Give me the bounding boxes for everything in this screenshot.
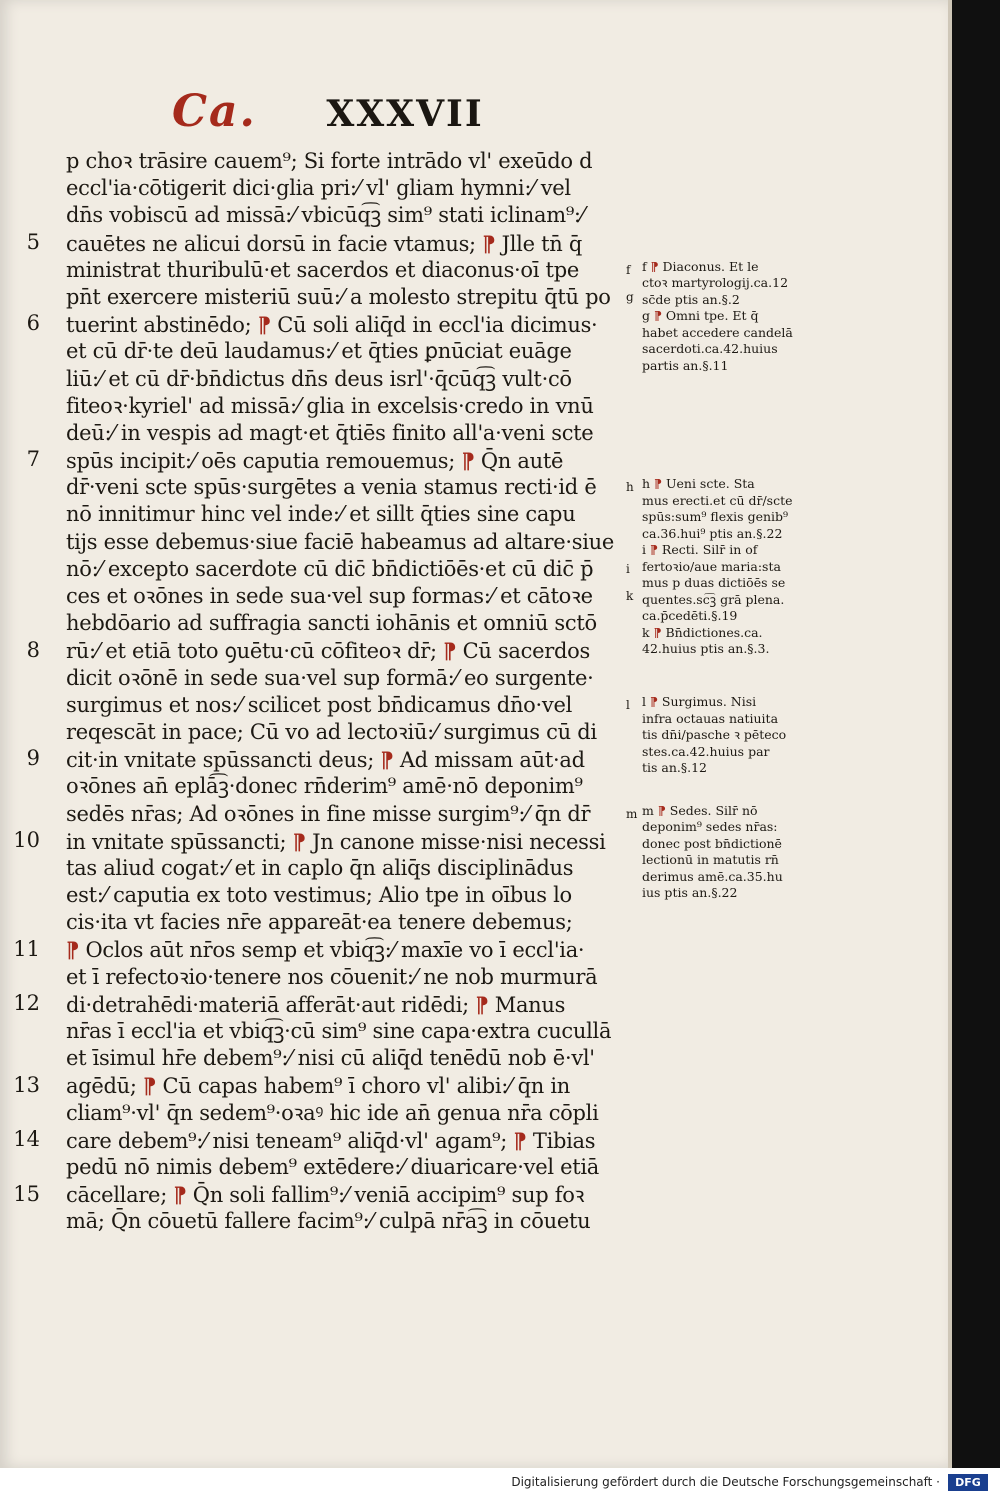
gloss-line: tis dn̄i/pasche ꝛ pēteco: [642, 727, 787, 742]
line-number: 14: [13, 1127, 40, 1152]
line-number: 5: [26, 229, 40, 254]
line-number: 11: [13, 936, 40, 961]
line-number: 15: [13, 1181, 40, 1206]
text-line: pedū nō nimis debem⁹ extēdere:⁄ diuaricare·vel etiā: [66, 1154, 600, 1179]
gloss-line: habet accedere candelā: [642, 324, 793, 340]
margin-letter: k: [626, 589, 634, 604]
text-line: hebdōario ad suffragia sancti iohānis et omniū sctō: [66, 611, 597, 636]
gloss-line: k ⁋ Bn̄dictiones.ca.: [642, 624, 763, 640]
gloss-line: quentes.sc͡ꝫ grā plena.: [642, 591, 785, 607]
text-line: rū:⁄ et etiā toto ꝯuētu·cū cōfiteoꝛ dr̄; ⁋ Cū sacerdos: [66, 638, 590, 664]
gloss-line: fertoꝛio/aue maria:sta: [642, 558, 781, 574]
gloss-line: mus p duas dictiōēs se: [642, 575, 786, 591]
gloss-line: tis an.§.12: [642, 760, 708, 775]
line-number: 10: [13, 828, 40, 852]
gloss-note: [642, 476, 812, 658]
gloss-line: ca.p̄cedēti.§.19: [642, 608, 738, 624]
gloss-note: [642, 259, 812, 375]
text-line: ministrat thuribulū·et sacerdos et diaconus·oī tpe: [66, 257, 579, 282]
gloss-line: mus erecti.et cū dr̄/scte: [642, 492, 793, 508]
text-line: di·detrahēdi·materiā afferāt·aut ridēdi; ⁋ Manus: [66, 991, 566, 1017]
text-line: cācellare; ⁋ Q̄n soli fallim⁹:⁄ veniā accipim⁹ sup foꝛ: [66, 1182, 585, 1208]
margin-letter: f: [626, 262, 631, 277]
chapter-number: XXXVII: [326, 93, 484, 135]
text-line: et cū dr̄·te deū laudamus:⁄ et q̄ties ꝑnūciat euāge: [66, 339, 572, 364]
text-line: oꝛōnes an̄ eplā͡ꝫ·donec rn̄derim⁹ amē·nō deponim⁹: [66, 774, 583, 799]
text-line: ⁋ Oclos aūt nr̄os semp et vbiq͡ꝫ:⁄ maxīe vo ī eccl'ia·: [66, 937, 585, 963]
gloss-line: stes.ca.42.huius par: [642, 743, 770, 759]
gloss-line: infra octauas natiuita: [642, 710, 779, 726]
text-line: sedēs nr̄as; Ad oꝛōnes in fine misse surgim⁹:⁄ q̄n dr̄: [66, 801, 591, 826]
text-line: est:⁄ caputia ex toto vestimus; Alio tpe in oībus lo: [66, 883, 572, 908]
gloss-line: deponim⁹ sedes nr̄as:: [642, 819, 778, 835]
line-number: 8: [26, 637, 40, 662]
gloss-line: g ⁋ Omni tpe. Et q̄: [642, 308, 759, 324]
digitization-footer: [0, 1468, 1000, 1498]
gloss-line: h ⁋ Ueni scte. Sta: [642, 476, 755, 492]
text-line: tuerint abstinēdo; ⁋ Cū soli aliq̄d in eccl'ia dicimus·: [66, 312, 598, 338]
gloss-line: lectionū in matutis rn̄: [642, 852, 779, 868]
line-number: 12: [13, 991, 40, 1016]
line-number: 9: [26, 746, 40, 771]
text-line: nō:⁄ excepto sacerdote cū dic̄ bn̄dictiōēs·et cū dic̄ p̄: [66, 556, 594, 581]
text-line: et īsimul hr̄e debem⁹:⁄ nisi cū aliq̄d tenēdū nob ē·vl': [66, 1046, 595, 1071]
text-line: ces et oꝛōnes in sede sua·vel sup formas:⁄ et cātoꝛe: [66, 584, 593, 608]
text-line: dicit oꝛōnē in sede sua·vel sup formā:⁄ eo surgente·: [66, 665, 594, 690]
text-line: care debem⁹:⁄ nisi teneam⁹ aliq̄d·vl' agam⁹; ⁋ Tibias: [66, 1127, 596, 1153]
page-edge: [948, 0, 952, 1468]
chapter-heading: [172, 86, 484, 137]
gloss-line: i ⁋ Recti. Silr̄ in of: [642, 542, 758, 558]
text-line: et ī refectoꝛio·tenere nos cōuenit:⁄ ne nob murmurā: [66, 964, 598, 989]
text-line: surgimus et nos:⁄ scilicet post bn̄dicamus dn̄o·vel: [66, 692, 572, 717]
text-line: nr̄as ī eccl'ia et vbiq͡ꝫ·cū sim⁹ sine capa·extra cucullā: [66, 1019, 612, 1043]
text-line: fiteoꝛ·kyriel' ad missā:⁄ glia in excelsis·credo in vnū: [66, 393, 594, 418]
gloss-line: sc̄de ptis an.§.2: [642, 291, 740, 307]
line-number: 6: [26, 311, 40, 336]
gloss-note: [642, 694, 812, 777]
text-line: cauētes ne alicui dorsū in facie vtamus; ⁋ Jlle tn̄ q̄: [66, 230, 582, 256]
text-line: reqescāt in pace; Cū vo ad lectoꝛiū:⁄ surgimus cū di: [66, 719, 597, 744]
text-line: eccl'ia·cōtigerit dici·glia pri:⁄ vl' gliam hymni:⁄ vel: [66, 176, 571, 201]
gloss-line: f ⁋ Diaconus. Et le: [642, 258, 759, 274]
text-line: tijs esse debemus·siue faciē habeamus ad altare·siue: [66, 529, 614, 554]
text-line: cit·in vnitate spūssancti deus; ⁋ Ad missam aūt·ad: [66, 747, 585, 773]
gloss-line: partis an.§.11: [642, 357, 729, 373]
line-number: 13: [13, 1072, 40, 1097]
margin-letter: m: [626, 806, 638, 821]
gloss-note: [642, 803, 812, 902]
text-line: dn̄s vobiscū ad missā:⁄ vbicūq͡ꝫ sim⁹ stati iclinam⁹:⁄: [66, 203, 584, 228]
text-line: p choꝛ trāsire cauem⁹; Si forte intrādo vl' exeūdo d: [66, 149, 593, 173]
text-line: pn̄t exercere misteriū suū:⁄ a molesto strepitu q̄tū po: [66, 284, 611, 309]
text-line: nō innitimur hinc vel inde:⁄ et sillt q̄ties sine capu: [66, 502, 576, 527]
text-line: cis·ita vt facies nr̄e appareāt·ea tenere debemus;: [66, 910, 573, 935]
line-number: 7: [26, 447, 40, 472]
gloss-line: m ⁋ Sedes. Silr̄ nō: [642, 802, 758, 818]
main-text-block: [66, 148, 618, 1236]
gloss-line: derimus amē.ca.35.hu: [642, 868, 783, 884]
text-line: mā; Q̄n cōuetū fallere facim⁹:⁄ culpā nr̄a͡ꝫ in cōuetu: [66, 1209, 591, 1234]
footer-credit: Digitalisierung gefördert durch die Deutsche Forschungsgemeinschaft ·: [511, 1475, 940, 1489]
margin-letter: i: [626, 562, 630, 576]
gloss-line: ctoꝛ martyrologij.ca.12: [642, 275, 789, 291]
gloss-line: donec post bn̄dictionē: [642, 835, 782, 851]
text-line: cliam⁹·vl' q̄n sedem⁹·oꝛaꝰ hic ide an̄ genua nr̄a cōpli: [66, 1100, 599, 1125]
gloss-line: ca.36.hui⁹ ptis an.§.22: [642, 525, 783, 541]
text-line: liū:⁄ et cū dr̄·bn̄dictus dn̄s deus isrl'·q̄cūq͡ꝫ vult·cō: [66, 366, 572, 391]
text-line: in vnitate spūssancti; ⁋ Jn canone misse·nisi necessi: [66, 828, 606, 854]
text-line: spūs incipit:⁄ oēs caputia remouemus; ⁋ Q̄n autē: [66, 448, 564, 474]
margin-letter: l: [626, 698, 630, 712]
margin-letter: g: [626, 290, 634, 304]
gloss-line: 42.huius ptis an.§.3.: [642, 641, 770, 657]
text-line: tas aliud cogat:⁄ et in caplo q̄n aliq̄s disciplinādus: [66, 855, 574, 880]
gloss-line: spūs:sum⁹ flexis genib⁹: [642, 509, 789, 525]
gloss-line: sacerdoti.ca.42.huius: [642, 341, 778, 357]
gloss-line: ius ptis an.§.22: [642, 885, 738, 901]
text-line: dr̄·veni scte spūs·surgētes a venia stamus recti·id ē: [66, 475, 597, 500]
gloss-line: l ⁋ Surgimus. Nisi: [642, 694, 757, 709]
text-line: deū:⁄ in vespis ad magt·et q̄tiēs finito all'a·veni scte: [66, 420, 594, 445]
margin-letter: h: [626, 480, 634, 495]
dfg-logo: DFG: [948, 1474, 988, 1491]
chapter-abbrev: Ca.: [172, 86, 257, 137]
text-line: agēdū; ⁋ Cū capas habem⁹ ī choro vl' alibi:⁄ q̄n in: [66, 1073, 571, 1099]
